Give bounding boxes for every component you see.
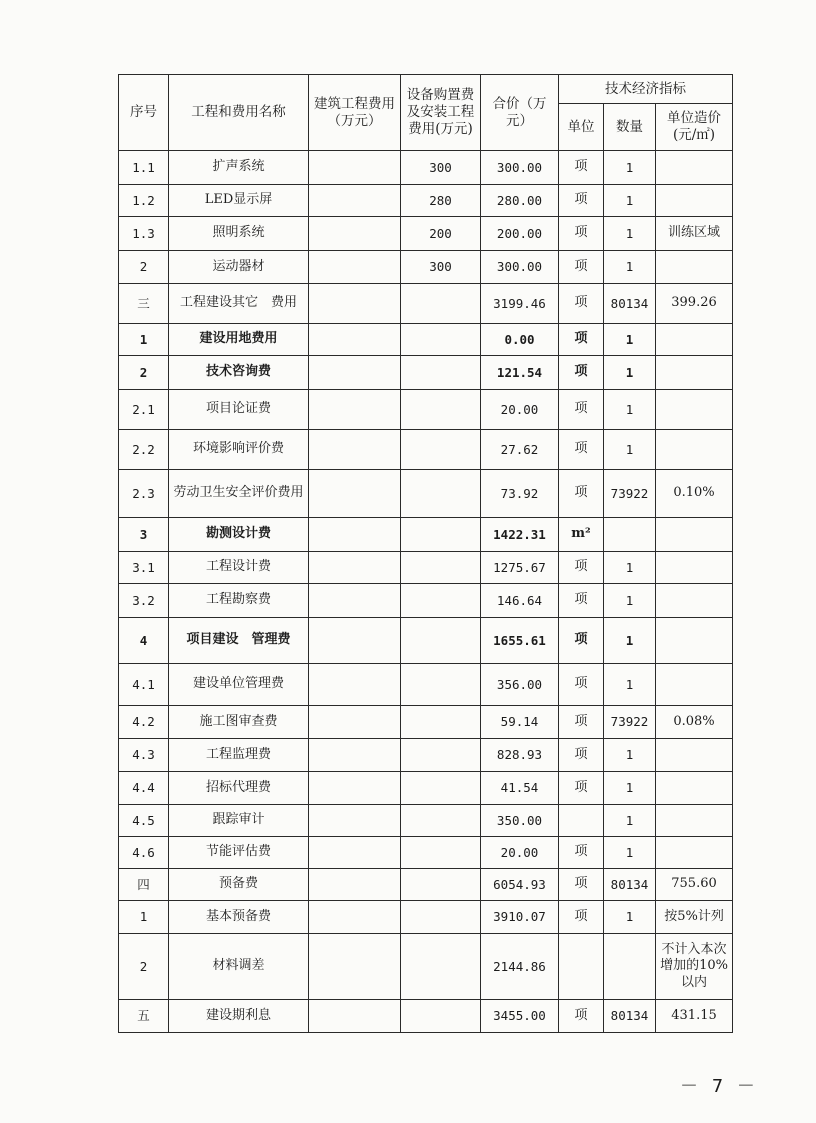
cell-unit: 项 <box>559 324 604 356</box>
cell-construction <box>309 901 401 934</box>
cell-name: LED显示屏 <box>169 185 309 217</box>
cell-total: 20.00 <box>481 837 559 869</box>
cell-unit: 项 <box>559 618 604 664</box>
cell-construction <box>309 837 401 869</box>
cell-name: 工程监理费 <box>169 739 309 772</box>
cell-construction <box>309 805 401 837</box>
cell-total: 280.00 <box>481 185 559 217</box>
table-row <box>119 552 733 584</box>
cell-unit: 项 <box>559 837 604 869</box>
table-row <box>119 1000 733 1033</box>
header-name: 工程和费用名称 <box>169 75 309 151</box>
cell-total: 3455.00 <box>481 1000 559 1033</box>
cell-unit: 项 <box>559 706 604 739</box>
table-row <box>119 901 733 934</box>
cell-total: 146.64 <box>481 584 559 618</box>
cell-unit-cost: 训练区域 <box>656 217 733 251</box>
cell-total: 59.14 <box>481 706 559 739</box>
table-row <box>119 356 733 390</box>
cell-qty: 1 <box>604 772 656 805</box>
cell-total: 828.93 <box>481 739 559 772</box>
cell-unit-cost <box>656 584 733 618</box>
cell-unit-cost <box>656 805 733 837</box>
cell-equipment: 280 <box>401 185 481 217</box>
cell-qty: 1 <box>604 664 656 706</box>
cell-construction <box>309 706 401 739</box>
table-row <box>119 430 733 470</box>
cell-seq: 4.1 <box>119 664 169 706</box>
cell-qty: 80134 <box>604 284 656 324</box>
cell-construction <box>309 584 401 618</box>
cell-construction <box>309 324 401 356</box>
cell-unit: 项 <box>559 356 604 390</box>
cell-seq: 4.3 <box>119 739 169 772</box>
table-row <box>119 584 733 618</box>
cell-unit: 项 <box>559 217 604 251</box>
cell-unit <box>559 934 604 1000</box>
cell-unit-cost <box>656 772 733 805</box>
cell-seq: 2 <box>119 251 169 284</box>
table-row <box>119 284 733 324</box>
cell-name: 招标代理费 <box>169 772 309 805</box>
cell-qty <box>604 518 656 552</box>
cell-equipment <box>401 869 481 901</box>
cell-construction <box>309 356 401 390</box>
cell-total: 300.00 <box>481 251 559 284</box>
header-quantity: 数量 <box>604 104 656 151</box>
cell-unit-cost: 431.15 <box>656 1000 733 1033</box>
cell-unit-cost: 0.10% <box>656 470 733 518</box>
cell-unit-cost: 0.08% <box>656 706 733 739</box>
cell-qty: 1 <box>604 251 656 284</box>
cell-seq: 2 <box>119 356 169 390</box>
cell-total: 27.62 <box>481 430 559 470</box>
table-row <box>119 805 733 837</box>
table-header <box>119 75 733 151</box>
header-unit-cost: 单位造价(元/㎡) <box>656 104 733 151</box>
cell-seq: 2 <box>119 934 169 1000</box>
cell-total: 1422.31 <box>481 518 559 552</box>
cell-name: 工程建设其它 费用 <box>169 284 309 324</box>
cell-qty: 1 <box>604 618 656 664</box>
table-row <box>119 664 733 706</box>
cell-name: 预备费 <box>169 869 309 901</box>
cell-unit-cost <box>656 356 733 390</box>
cell-unit-cost <box>656 251 733 284</box>
table-row <box>119 470 733 518</box>
cell-unit: 项 <box>559 185 604 217</box>
cell-unit-cost <box>656 664 733 706</box>
cell-construction <box>309 390 401 430</box>
cell-seq: 1.2 <box>119 185 169 217</box>
cell-construction <box>309 618 401 664</box>
cell-unit: 项 <box>559 584 604 618</box>
cell-name: 跟踪审计 <box>169 805 309 837</box>
cell-total: 20.00 <box>481 390 559 430</box>
cell-qty: 80134 <box>604 1000 656 1033</box>
cell-qty: 1 <box>604 901 656 934</box>
cell-seq: 1.3 <box>119 217 169 251</box>
cell-total: 0.00 <box>481 324 559 356</box>
cell-seq: 1 <box>119 901 169 934</box>
table-row <box>119 251 733 284</box>
cell-seq: 三 <box>119 284 169 324</box>
cell-unit: 项 <box>559 251 604 284</box>
table-row <box>119 518 733 552</box>
cell-equipment <box>401 901 481 934</box>
cell-name: 技术咨询费 <box>169 356 309 390</box>
cell-qty: 80134 <box>604 869 656 901</box>
cell-name: 扩声系统 <box>169 151 309 185</box>
cell-seq: 4.4 <box>119 772 169 805</box>
cell-construction <box>309 772 401 805</box>
cell-unit-cost <box>656 618 733 664</box>
cell-seq: 2.1 <box>119 390 169 430</box>
cell-seq: 3 <box>119 518 169 552</box>
cost-estimate-table <box>118 74 733 1033</box>
cell-qty: 1 <box>604 217 656 251</box>
cell-qty: 1 <box>604 552 656 584</box>
cell-total: 3199.46 <box>481 284 559 324</box>
cell-unit-cost <box>656 739 733 772</box>
cell-qty: 1 <box>604 739 656 772</box>
header-unit: 单位 <box>559 104 604 151</box>
header-total: 合价（万元） <box>481 75 559 151</box>
cell-equipment <box>401 518 481 552</box>
cell-construction <box>309 251 401 284</box>
cell-seq: 3.2 <box>119 584 169 618</box>
cell-construction <box>309 284 401 324</box>
cell-equipment: 300 <box>401 251 481 284</box>
cell-unit-cost: 不计入本次增加的10%以内 <box>656 934 733 1000</box>
cell-seq: 五 <box>119 1000 169 1033</box>
cell-unit-cost <box>656 518 733 552</box>
cell-construction <box>309 552 401 584</box>
cell-seq: 1.1 <box>119 151 169 185</box>
cell-qty: 1 <box>604 356 656 390</box>
cell-equipment <box>401 618 481 664</box>
cell-equipment <box>401 772 481 805</box>
cell-unit-cost: 755.60 <box>656 869 733 901</box>
table-row <box>119 837 733 869</box>
cell-total: 121.54 <box>481 356 559 390</box>
cell-construction <box>309 869 401 901</box>
cell-qty: 1 <box>604 430 656 470</box>
cell-qty: 1 <box>604 324 656 356</box>
cell-unit: 项 <box>559 664 604 706</box>
header-equipment: 设备购置费及安装工程费用(万元) <box>401 75 481 151</box>
cell-name: 建设用地费用 <box>169 324 309 356</box>
cell-qty: 1 <box>604 390 656 430</box>
cell-unit-cost: 按5%计列 <box>656 901 733 934</box>
cell-unit: 项 <box>559 869 604 901</box>
cell-unit-cost <box>656 390 733 430</box>
table-row <box>119 185 733 217</box>
cell-equipment <box>401 805 481 837</box>
cell-seq: 4.6 <box>119 837 169 869</box>
table-row <box>119 706 733 739</box>
page-number: － 7 － <box>680 1076 759 1097</box>
cell-name: 项目论证费 <box>169 390 309 430</box>
cell-qty: 1 <box>604 185 656 217</box>
cell-unit-cost <box>656 185 733 217</box>
cell-total: 73.92 <box>481 470 559 518</box>
cell-total: 2144.86 <box>481 934 559 1000</box>
table-row <box>119 772 733 805</box>
cell-total: 350.00 <box>481 805 559 837</box>
cell-unit: 项 <box>559 390 604 430</box>
cell-unit-cost <box>656 151 733 185</box>
cell-equipment <box>401 706 481 739</box>
cell-construction <box>309 151 401 185</box>
cell-equipment <box>401 356 481 390</box>
cell-construction <box>309 430 401 470</box>
cell-name: 劳动卫生安全评价费用 <box>169 470 309 518</box>
cell-unit: 项 <box>559 901 604 934</box>
cell-name: 项目建设 管理费 <box>169 618 309 664</box>
cell-construction <box>309 934 401 1000</box>
cell-seq: 4.5 <box>119 805 169 837</box>
cell-equipment <box>401 470 481 518</box>
cell-equipment <box>401 430 481 470</box>
cell-qty: 1 <box>604 837 656 869</box>
cell-unit: m² <box>559 518 604 552</box>
cell-construction <box>309 470 401 518</box>
table-row <box>119 739 733 772</box>
cell-construction <box>309 518 401 552</box>
cell-equipment <box>401 324 481 356</box>
cell-name: 工程勘察费 <box>169 584 309 618</box>
cell-construction <box>309 739 401 772</box>
cell-construction <box>309 217 401 251</box>
cell-name: 运动器材 <box>169 251 309 284</box>
cell-total: 1655.61 <box>481 618 559 664</box>
cell-total: 41.54 <box>481 772 559 805</box>
cell-name: 施工图审查费 <box>169 706 309 739</box>
cell-qty <box>604 934 656 1000</box>
cell-equipment <box>401 584 481 618</box>
cell-total: 200.00 <box>481 217 559 251</box>
cell-equipment <box>401 284 481 324</box>
cell-equipment <box>401 837 481 869</box>
header-seq: 序号 <box>119 75 169 151</box>
table-row <box>119 934 733 1000</box>
table-row <box>119 151 733 185</box>
cell-equipment <box>401 934 481 1000</box>
cell-name: 勘测设计费 <box>169 518 309 552</box>
cell-name: 照明系统 <box>169 217 309 251</box>
cell-name: 基本预备费 <box>169 901 309 934</box>
cell-unit: 项 <box>559 772 604 805</box>
cell-unit-cost: 399.26 <box>656 284 733 324</box>
cell-construction <box>309 185 401 217</box>
cell-unit-cost <box>656 430 733 470</box>
cell-construction <box>309 664 401 706</box>
cell-equipment: 300 <box>401 151 481 185</box>
cell-qty: 1 <box>604 584 656 618</box>
cell-seq: 1 <box>119 324 169 356</box>
cell-equipment <box>401 739 481 772</box>
table-row <box>119 618 733 664</box>
table-body <box>119 151 733 1033</box>
cell-unit <box>559 805 604 837</box>
cell-qty: 1 <box>604 805 656 837</box>
cell-name: 建设期利息 <box>169 1000 309 1033</box>
table-row <box>119 869 733 901</box>
table-row <box>119 324 733 356</box>
table-row <box>119 390 733 430</box>
cell-seq: 2.3 <box>119 470 169 518</box>
cell-name: 节能评估费 <box>169 837 309 869</box>
header-indicator-group: 技术经济指标 <box>559 75 733 104</box>
cell-seq: 4.2 <box>119 706 169 739</box>
header-construction: 建筑工程费用（万元） <box>309 75 401 151</box>
cell-unit-cost <box>656 324 733 356</box>
cell-name: 环境影响评价费 <box>169 430 309 470</box>
cell-seq: 2.2 <box>119 430 169 470</box>
cell-seq: 4 <box>119 618 169 664</box>
cell-total: 3910.07 <box>481 901 559 934</box>
cell-equipment <box>401 1000 481 1033</box>
cell-name: 工程设计费 <box>169 552 309 584</box>
cell-equipment <box>401 390 481 430</box>
cell-unit-cost <box>656 837 733 869</box>
cell-equipment <box>401 552 481 584</box>
cell-qty: 73922 <box>604 470 656 518</box>
cell-equipment <box>401 664 481 706</box>
cell-seq: 四 <box>119 869 169 901</box>
cell-qty: 73922 <box>604 706 656 739</box>
cell-total: 356.00 <box>481 664 559 706</box>
cell-name: 材料调差 <box>169 934 309 1000</box>
cell-construction <box>309 1000 401 1033</box>
cell-total: 300.00 <box>481 151 559 185</box>
cell-qty: 1 <box>604 151 656 185</box>
table-row <box>119 217 733 251</box>
cell-unit-cost <box>656 552 733 584</box>
cell-unit: 项 <box>559 552 604 584</box>
cell-unit: 项 <box>559 284 604 324</box>
cell-total: 6054.93 <box>481 869 559 901</box>
cell-total: 1275.67 <box>481 552 559 584</box>
cell-unit: 项 <box>559 1000 604 1033</box>
cell-unit: 项 <box>559 739 604 772</box>
cell-unit: 项 <box>559 470 604 518</box>
cell-unit: 项 <box>559 430 604 470</box>
cell-name: 建设单位管理费 <box>169 664 309 706</box>
cell-equipment: 200 <box>401 217 481 251</box>
cell-seq: 3.1 <box>119 552 169 584</box>
cell-unit: 项 <box>559 151 604 185</box>
